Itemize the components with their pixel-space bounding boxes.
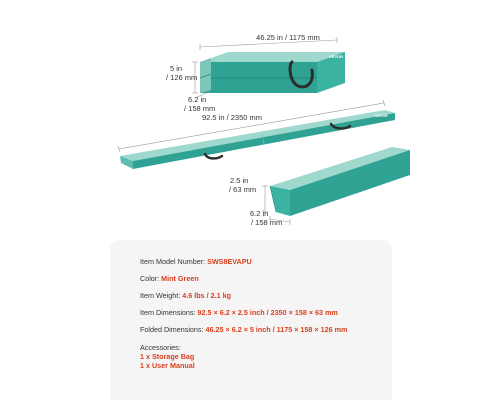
- folded-height-label-2: / 126 mm: [166, 73, 198, 82]
- folded-height-label-1: 5 in: [170, 64, 183, 73]
- spec-folded-value: 46.25 × 6.2 × 5 inch / 1175 × 158 × 126 mm: [205, 325, 348, 334]
- beam-width-label-1: 6.2 in: [250, 209, 269, 218]
- beam-height-label-2: / 63 mm: [229, 185, 257, 194]
- spec-dimensions-label: Item Dimensions:: [140, 308, 198, 317]
- accessories-title: Accessories:: [140, 343, 181, 352]
- spec-dimensions-value: 92.5 × 6.2 × 2.5 inch / 2350 × 158 × 63 mm: [197, 308, 338, 317]
- spec-folded-label: Folded Dimensions:: [140, 325, 206, 334]
- spec-weight-label: Item Weight:: [140, 291, 183, 300]
- spec-model-label: Item Model Number:: [140, 257, 208, 266]
- folded-beam: [200, 52, 345, 93]
- spec-color-label: Color:: [140, 274, 162, 283]
- beam-closeup: [270, 147, 410, 216]
- brand-logo-folded: VEVOR: [329, 54, 344, 59]
- spec-color-value: Mint Green: [161, 274, 199, 283]
- spec-weight: [140, 291, 231, 300]
- full-length-label: 92.5 in / 2350 mm: [201, 113, 263, 122]
- folded-width-label-1: 6.2 in: [188, 95, 207, 104]
- brand-logo-full: VEVOR: [375, 114, 388, 118]
- spec-folded: [140, 325, 347, 334]
- beam-height-label-1: 2.5 in: [230, 176, 249, 185]
- spec-dimensions: [140, 308, 338, 317]
- spec-color: [140, 274, 199, 283]
- folded-width-label-2: / 158 mm: [184, 104, 216, 113]
- beam-width-label-2: / 158 mm: [251, 218, 283, 227]
- accessory-storage-bag: 1 x Storage Bag: [140, 352, 195, 361]
- folded-length-label: 46.25 in / 1175 mm: [256, 33, 320, 42]
- accessory-user-manual: 1 x User Manual: [140, 361, 195, 370]
- spec-model: [140, 257, 252, 266]
- spec-model-value: SWS8EVAPU: [207, 257, 252, 266]
- spec-weight-value: 4.6 lbs / 2.1 kg: [182, 291, 231, 300]
